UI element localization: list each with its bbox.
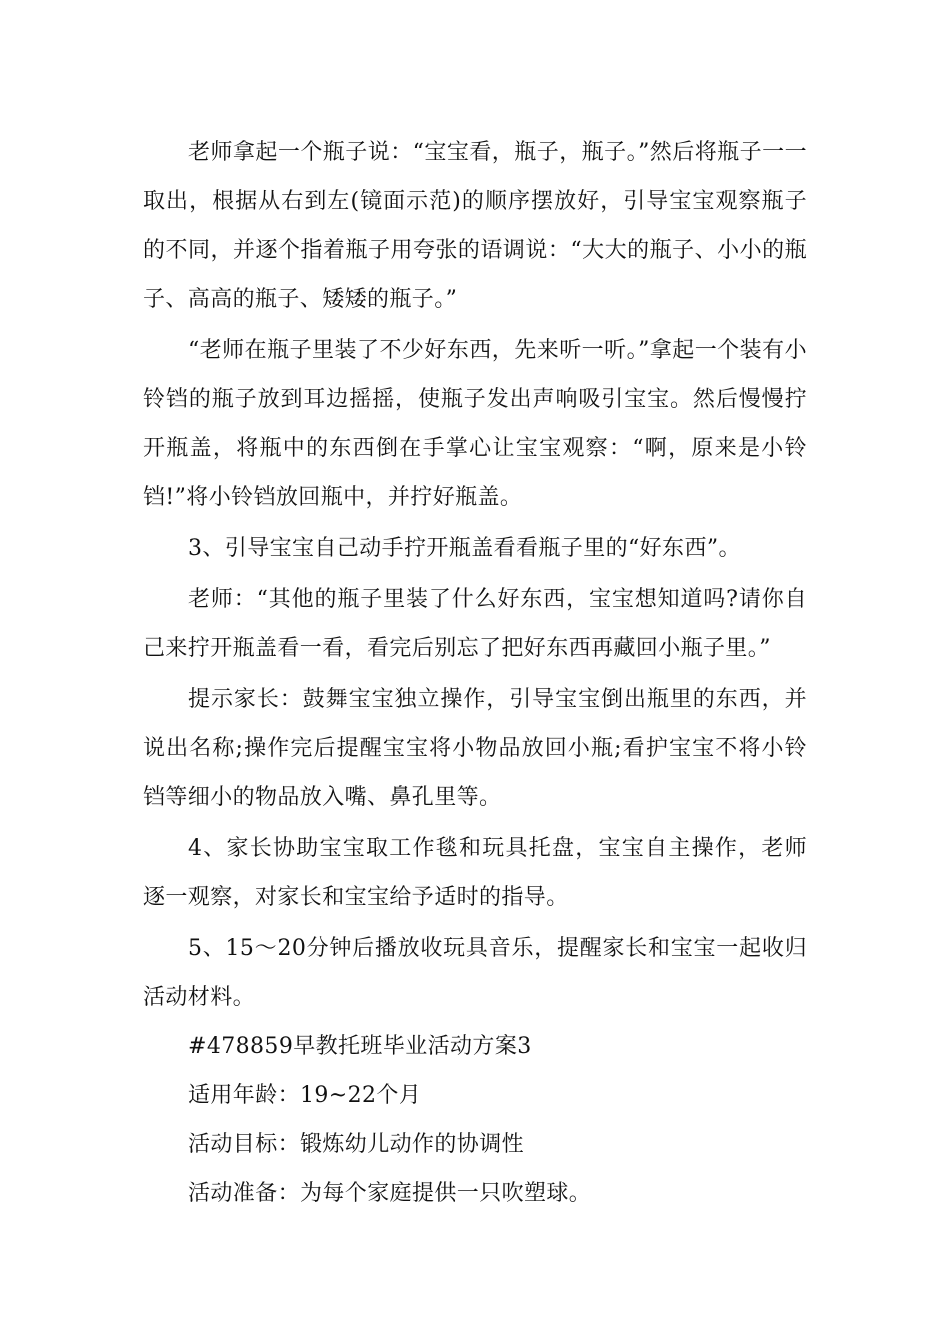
age-line: 适用年龄：19~22个月 bbox=[188, 1083, 422, 1108]
goal-line: 活动目标：锻炼幼儿动作的协调性 bbox=[188, 1132, 525, 1157]
paragraph-step-4: 4、家长协助宝宝取工作毯和玩具托盘，宝宝自主操作，老师逐一观察，对家长和宝宝给予适时的指导。 bbox=[143, 836, 807, 910]
paragraph-step-3: 3、引导宝宝自己动手拧开瓶盖看看瓶子里的“好东西”。 bbox=[188, 536, 741, 561]
paragraph-parent-tip: 提示家长：鼓舞宝宝独立操作，引导宝宝倒出瓶里的东西，并说出名称;操作完后提醒宝宝将小物品放回小瓶;看护宝宝不将小铃铛等细小的物品放入嘴、鼻孔里等。 bbox=[143, 687, 807, 810]
paragraph-bell-demo: “老师在瓶子里装了不少好东西，先来听一听。”拿起一个装有小铃铛的瓶子放到耳边摇摇，使瓶子发出声响吸引宝宝。然后慢慢拧开瓶盖，将瓶中的东西倒在手掌心让宝宝观察：“啊，原来是小铃铛!”将小铃铛放回瓶中，并拧好瓶盖。 bbox=[143, 338, 807, 510]
prep-line: 活动准备：为每个家庭提供一只吹塑球。 bbox=[188, 1181, 592, 1206]
document-page bbox=[143, 128, 807, 1218]
paragraph-teacher-prompt: 老师：“其他的瓶子里装了什么好东西，宝宝想知道吗?请你自己来拧开瓶盖看一看，看完后别忘了把好东西再藏回小瓶子里。” bbox=[143, 587, 807, 661]
paragraph-step-5: 5、15～20分钟后播放收玩具音乐，提醒家长和宝宝一起收归活动材料。 bbox=[143, 936, 807, 1010]
paragraph-bottle-intro: 老师拿起一个瓶子说：“宝宝看，瓶子，瓶子。”然后将瓶子一一取出，根据从右到左(镜面示范)的顺序摆放好，引导宝宝观察瓶子的不同，并逐个指着瓶子用夸张的语调说：“大大的瓶子、小小的瓶子、高高的瓶子、矮矮的瓶子。” bbox=[143, 140, 807, 312]
section-title: #478859早教托班毕业活动方案3 bbox=[188, 1034, 532, 1059]
